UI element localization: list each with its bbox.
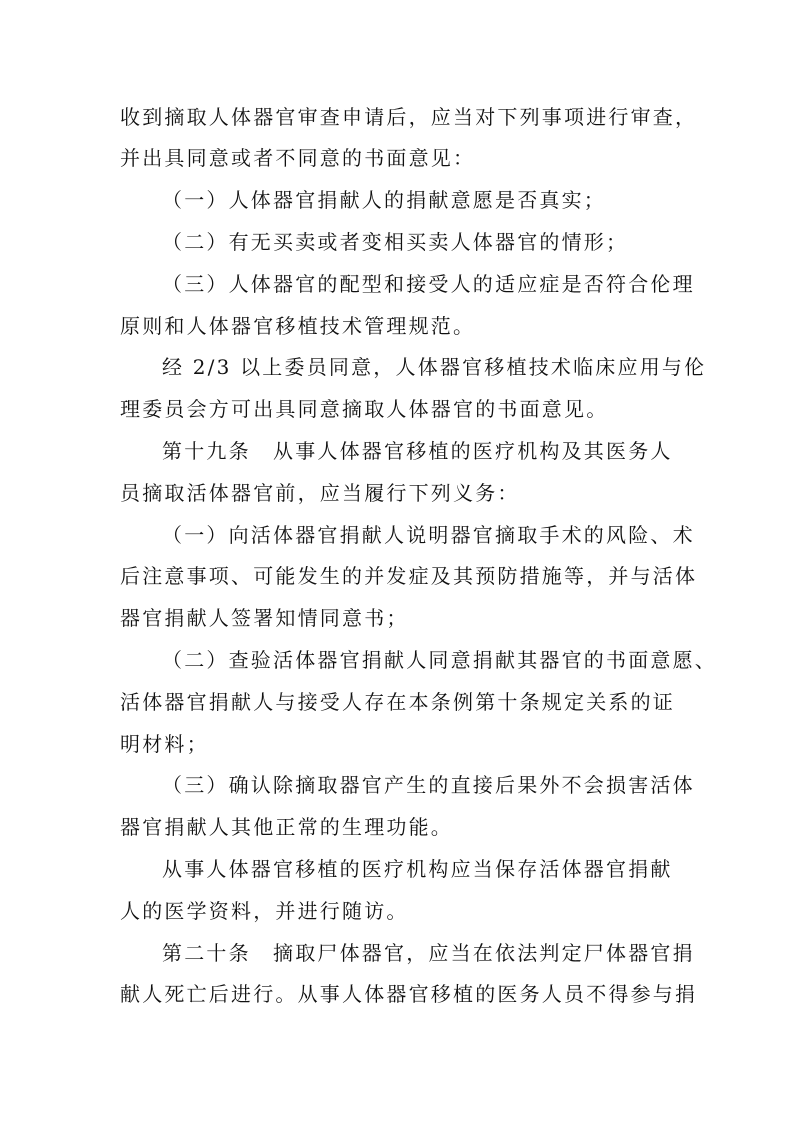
text-line: 经 2/3 以上委员同意，人体器官移植技术临床应用与伦 (162, 355, 707, 379)
text-line: 收到摘取人体器官审查申请后，应当对下列事项进行审查， (120, 105, 698, 129)
text-line: 明材料； (120, 732, 209, 756)
text-line: 器官捐献人其他正常的生理功能。 (120, 815, 453, 839)
text-line: 原则和人体器官移植技术管理规范。 (120, 314, 476, 338)
text-line: 活体器官捐献人与接受人存在本条例第十条规定关系的证 (120, 690, 675, 714)
text-line: 理委员会方可出具同意摘取人体器官的书面意见。 (120, 397, 609, 421)
text-line: 献人死亡后进行。从事人体器官移植的医务人员不得参与捐 (120, 982, 698, 1006)
text-line: 后注意事项、可能发生的并发症及其预防措施等，并与活体 (120, 564, 698, 588)
text-line: 人的医学资料，并进行随访。 (120, 899, 409, 923)
text-line: （一）向活体器官捐献人说明器官摘取手术的风险、术 (162, 523, 695, 547)
text-line: （一）人体器官捐献人的捐献意愿是否真实； (162, 188, 606, 212)
text-line: （二）有无买卖或者变相买卖人体器官的情形； (162, 230, 629, 254)
text-line: 器官捐献人签署知情同意书； (120, 606, 409, 630)
text-line: 从事人体器官移植的医疗机构应当保存活体器官捐献 (162, 857, 673, 881)
text-line: 第十九条 从事人体器官移植的医疗机构及其医务人 (162, 439, 673, 463)
text-line: 并出具同意或者不同意的书面意见： (120, 146, 476, 170)
text-line: 员摘取活体器官前，应当履行下列义务： (120, 481, 520, 505)
text-line: （三）确认除摘取器官产生的直接后果外不会损害活体 (162, 773, 695, 797)
text-line: （三）人体器官的配型和接受人的适应症是否符合伦理 (162, 272, 695, 296)
text-line: 第二十条 摘取尸体器官，应当在依法判定尸体器官捐 (162, 941, 695, 965)
text-line: （二）查验活体器官捐献人同意捐献其器官的书面意愿、 (162, 648, 717, 672)
